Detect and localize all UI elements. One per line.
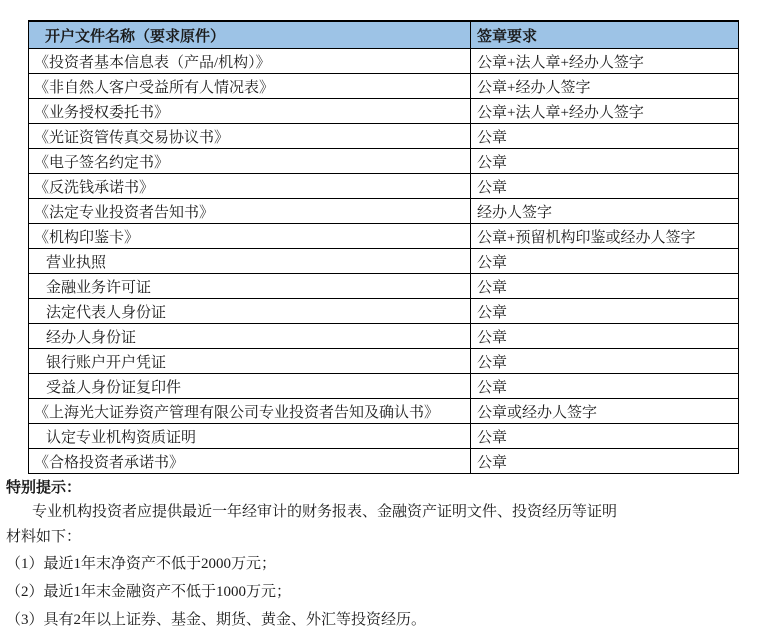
document-name-cell: 银行账户开户凭证 xyxy=(29,349,471,374)
seal-requirement-cell: 公章 xyxy=(471,424,739,449)
document-name-cell: 《光证资管传真交易协议书》 xyxy=(29,124,471,149)
seal-requirement-cell: 公章 xyxy=(471,174,739,199)
table-row xyxy=(29,449,739,474)
table-row xyxy=(29,74,739,99)
document-name-cell: 经办人身份证 xyxy=(29,324,471,349)
column-header-document-name: 开户文件名称（要求原件） xyxy=(29,21,471,49)
table-row xyxy=(29,349,739,374)
table-row xyxy=(29,299,739,324)
note-list-item: （2）最近1年末金融资产不低于1000万元； xyxy=(6,584,292,600)
document-name-cell: 《投资者基本信息表（产品/机构）》 xyxy=(29,49,471,74)
seal-requirement-cell: 公章 xyxy=(471,374,739,399)
note-paragraph-line-1: 专业机构投资者应提供最近一年经审计的财务报表、金融资产证明文件、投资经历等证明 xyxy=(32,504,618,520)
document-name-cell: 营业执照 xyxy=(29,249,471,274)
note-items xyxy=(6,550,764,634)
document-name-cell: 《合格投资者承诺书》 xyxy=(29,449,471,474)
table-row xyxy=(29,324,739,349)
document-name-cell: 《机构印鉴卡》 xyxy=(29,224,471,249)
table-row xyxy=(29,149,739,174)
seal-requirement-cell: 公章+预留机构印鉴或经办人签字 xyxy=(471,224,739,249)
seal-requirement-cell: 经办人签字 xyxy=(471,199,739,224)
seal-requirement-cell: 公章 xyxy=(471,149,739,174)
table-row xyxy=(29,174,739,199)
column-header-seal-requirement: 签章要求 xyxy=(471,21,739,49)
document-name-cell: 法定代表人身份证 xyxy=(29,299,471,324)
seal-requirement-cell: 公章+法人章+经办人签字 xyxy=(471,99,739,124)
table-row xyxy=(29,199,739,224)
seal-requirement-cell: 公章 xyxy=(471,249,739,274)
document-name-cell: 《非自然人客户受益所有人情况表》 xyxy=(29,74,471,99)
seal-requirement-cell: 公章 xyxy=(471,124,739,149)
document-name-cell: 《法定专业投资者告知书》 xyxy=(29,199,471,224)
account-opening-requirements-table xyxy=(28,20,739,474)
table-row xyxy=(29,224,739,249)
seal-requirement-cell: 公章 xyxy=(471,274,739,299)
table-header-row xyxy=(29,21,739,49)
table-row xyxy=(29,274,739,299)
seal-requirement-cell: 公章 xyxy=(471,299,739,324)
seal-requirement-cell: 公章+法人章+经办人签字 xyxy=(471,49,739,74)
note-list-item: （1）最近1年末净资产不低于2000万元； xyxy=(6,556,277,572)
document-name-cell: 《业务授权委托书》 xyxy=(29,99,471,124)
table-row xyxy=(29,374,739,399)
note-list-item: （3）具有2年以上证券、基金、期货、黄金、外汇等投资经历。 xyxy=(6,612,427,628)
seal-requirement-cell: 公章或经办人签字 xyxy=(471,399,739,424)
table-body xyxy=(29,49,739,474)
special-note-section xyxy=(6,477,764,634)
document-name-cell: 金融业务许可证 xyxy=(29,274,471,299)
table-row xyxy=(29,49,739,74)
table-row xyxy=(29,399,739,424)
table-row xyxy=(29,424,739,449)
special-note-title: 特别提示： xyxy=(6,480,82,496)
document-name-cell: 认定专业机构资质证明 xyxy=(29,424,471,449)
document-name-cell: 《上海光大证券资产管理有限公司专业投资者告知及确认书》 xyxy=(29,399,471,424)
seal-requirement-cell: 公章+经办人签字 xyxy=(471,74,739,99)
note-paragraph-line-2: 材料如下： xyxy=(6,529,82,545)
table-row xyxy=(29,124,739,149)
table-row xyxy=(29,249,739,274)
document-name-cell: 《电子签名约定书》 xyxy=(29,149,471,174)
seal-requirement-cell: 公章 xyxy=(471,324,739,349)
table-row xyxy=(29,99,739,124)
document-name-cell: 《反洗钱承诺书》 xyxy=(29,174,471,199)
seal-requirement-cell: 公章 xyxy=(471,349,739,374)
document-name-cell: 受益人身份证复印件 xyxy=(29,374,471,399)
seal-requirement-cell: 公章 xyxy=(471,449,739,474)
